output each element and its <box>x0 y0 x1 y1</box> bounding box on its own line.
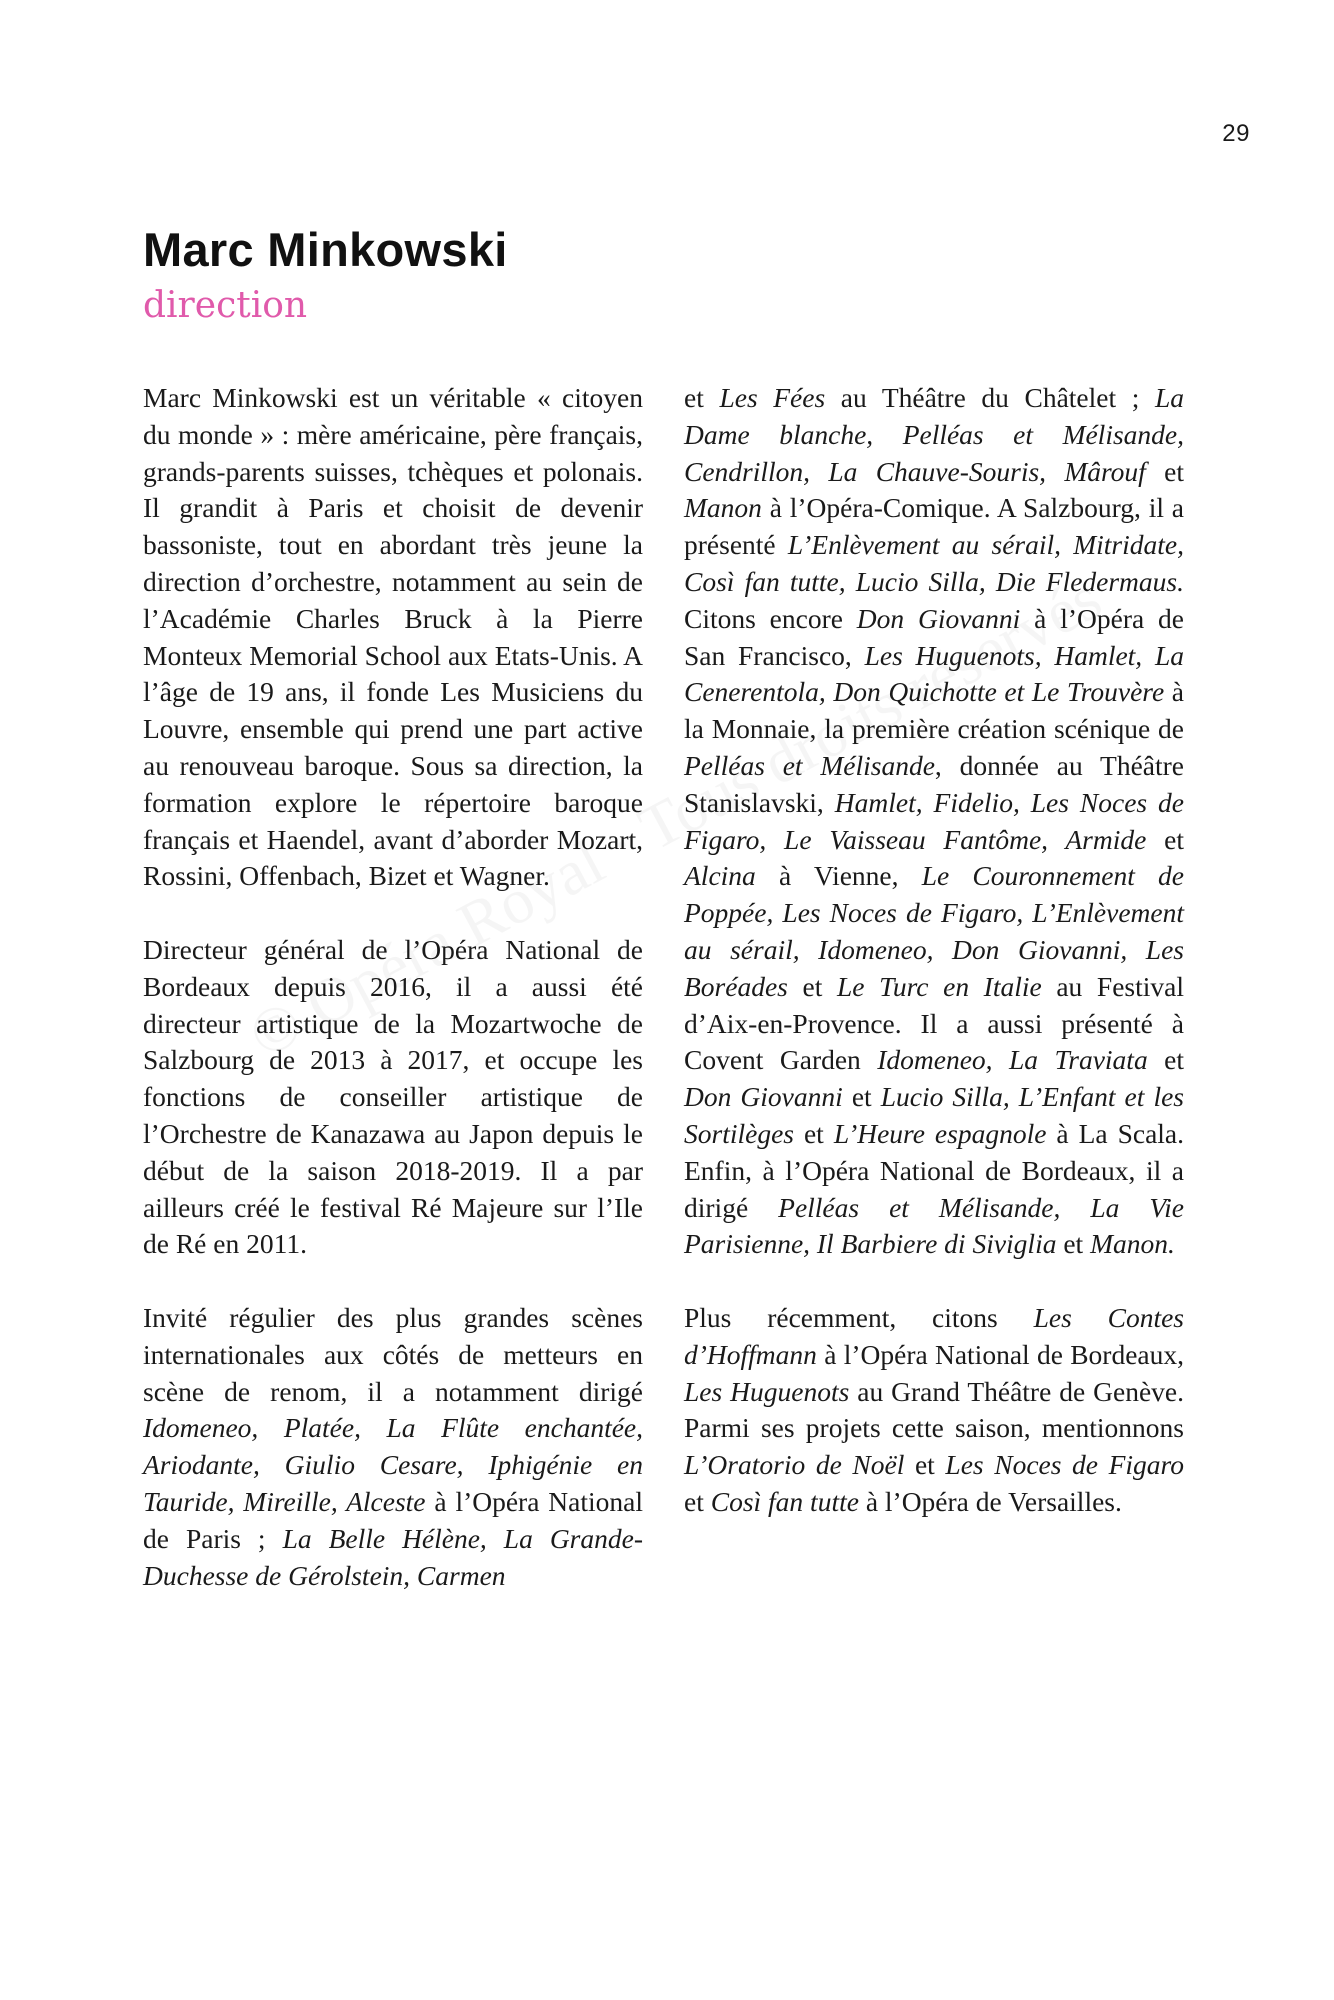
work-title: La Dame blanche, Pelléas et Mélisande, Cendrillon, La Chauve-Souris, Mârouf <box>684 382 1184 487</box>
text-run: à La Scala. Enfin, à l’Opéra National de Bordeaux, il a dirigé <box>684 1117 1185 1223</box>
work-title: Pelléas et Mélisande <box>684 749 935 781</box>
paragraph <box>143 380 643 895</box>
work-title: Manon. <box>1090 1228 1175 1260</box>
work-title: Alcina <box>684 860 756 892</box>
work-title: Manon <box>684 492 762 524</box>
paragraph <box>684 380 1184 1263</box>
text-run: et <box>842 1081 881 1113</box>
work-title: Hamlet, Fidelio, Les Noces de Figaro, Le Vaisseau Fantôme, Armide <box>684 786 1185 855</box>
text-run: Directeur général de l’Opéra National de Bordeaux depuis 2016, il a aussi été directeur artistique de la Mozartwoche de Salzbourg de 2013 à 2017, et occupe les fonctions de conseiller artistique de l’Orchestre de Kanazawa au Japon depuis le début de la saison 2018-2019. Il a par ailleurs créé le festival Ré Majeure sur l’Ile de Ré en 2011. <box>143 933 643 1260</box>
work-title: Idomeneo, Platée, La Flûte enchantée, Ariodante, Giulio Cesare, Iphigénie en Tauride, Mireille, Alceste <box>143 1412 643 1517</box>
paragraph <box>684 1300 1184 1521</box>
work-title: Pelléas et Mélisande, La Vie Parisienne, Il Barbiere di Siviglia <box>684 1191 1184 1260</box>
work-title: L’Enlèvement au sérail, Mitridate, Così fan tutte, Lucio Silla, Die Fledermaus. <box>684 529 1184 597</box>
text-run: et <box>794 1117 834 1149</box>
work-title: Don Giovanni <box>684 1081 843 1113</box>
text-run: et <box>1056 1228 1091 1260</box>
text-run: au Grand Théâtre de Genève. Parmi ses projets cette saison, mentionnons <box>684 1375 1184 1444</box>
text-run: au Festival d’Aix-en-Provence. Il a aussi présenté à Covent Garden <box>684 970 1185 1076</box>
text-column-left <box>143 380 643 1594</box>
text-run: à l’Opéra National de Paris ; <box>143 1485 643 1554</box>
text-run: Plus récemment, citons <box>684 1301 1034 1333</box>
text-run: à l’Opéra-Comique. A Salzbourg, il a présenté <box>684 492 1184 561</box>
work-title: L’Heure espagnole <box>833 1117 1047 1149</box>
work-title: L’Oratorio de Noël <box>684 1449 905 1481</box>
text-run: Marc Minkowski est un véritable « citoyen du monde » : mère américaine, père français, grands-parents suisses, tchèques et polonais. Il grandit à Paris et choisit de devenir bassoniste, tout en abordant très jeune la direction d’orchestre, notamment au sein de l’Académie Charles Bruck à la Pierre Monteux Memorial School aux Etats-Unis. A l’âge de 19 ans, il fonde Les Musiciens du Louvre, ensemble qui prend une part active au renouveau baroque. Sous sa direction, la formation explore le répertoire baroque français et Haendel, avant d’aborder Mozart, Rossini, Offenbach, Bizet et Wagner. <box>143 382 643 892</box>
work-title: Les Noces de Figaro <box>945 1449 1184 1481</box>
work-title: Don Giovanni <box>856 602 1021 634</box>
work-title: Les Huguenots <box>684 1375 850 1407</box>
text-run: et <box>1146 823 1184 855</box>
text-run: et <box>684 382 720 413</box>
text-run: et <box>787 970 837 1002</box>
page-number: 29 <box>1222 120 1250 147</box>
text-run: et <box>684 1485 711 1517</box>
text-column-right <box>684 380 1184 1521</box>
work-title: Le Turc en Italie <box>836 970 1042 1002</box>
text-run: à l’Opéra National de Bordeaux, <box>816 1338 1184 1370</box>
work-title: La Belle Hélène, La Grande-Duchesse de Gérolstein, Carmen <box>143 1522 643 1591</box>
text-run: , donnée au Théâtre Stanislavski, <box>684 749 1184 818</box>
work-title: Così fan tutte <box>710 1485 859 1517</box>
text-run: à l’Opéra de Versailles. <box>858 1485 1122 1517</box>
text-run: à l’Opéra de San Francisco, <box>684 602 1184 671</box>
paragraph <box>143 1300 643 1594</box>
paragraph <box>143 932 643 1263</box>
page-title: Marc Minkowski <box>143 223 508 276</box>
work-title: Le Couronnement de Poppée, Les Noces de Figaro, L’Enlèvement au sérail, Idomeneo, Don Giovanni, Les Boréades <box>684 860 1184 1002</box>
text-run: Citons encore <box>684 602 857 634</box>
text-run: Invité régulier des plus grandes scènes internationales aux côtés de metteurs en scène de renom, il a notamment dirigé <box>143 1301 643 1407</box>
text-run: au Théâtre du Châtelet ; <box>825 382 1155 413</box>
text-run: à Vienne, <box>755 860 922 892</box>
text-run: et <box>1147 1044 1184 1076</box>
header <box>143 224 508 325</box>
work-title: Les Huguenots, Hamlet, La Cenerentola, Don Quichotte et Le Trouvère <box>684 639 1184 708</box>
text-run: et <box>1145 455 1184 487</box>
text-run: et <box>904 1449 946 1481</box>
work-title: Lucio Silla, L’Enfant et les Sortilèges <box>684 1081 1184 1149</box>
work-title: Idomeneo, La Traviata <box>877 1044 1148 1076</box>
work-title: Les Contes d’Hoffmann <box>684 1301 1184 1370</box>
text-run: à la Monnaie, la première création scénique de <box>684 676 1184 745</box>
work-title: Les Fées <box>719 382 826 413</box>
role-subtitle: direction <box>143 284 308 326</box>
